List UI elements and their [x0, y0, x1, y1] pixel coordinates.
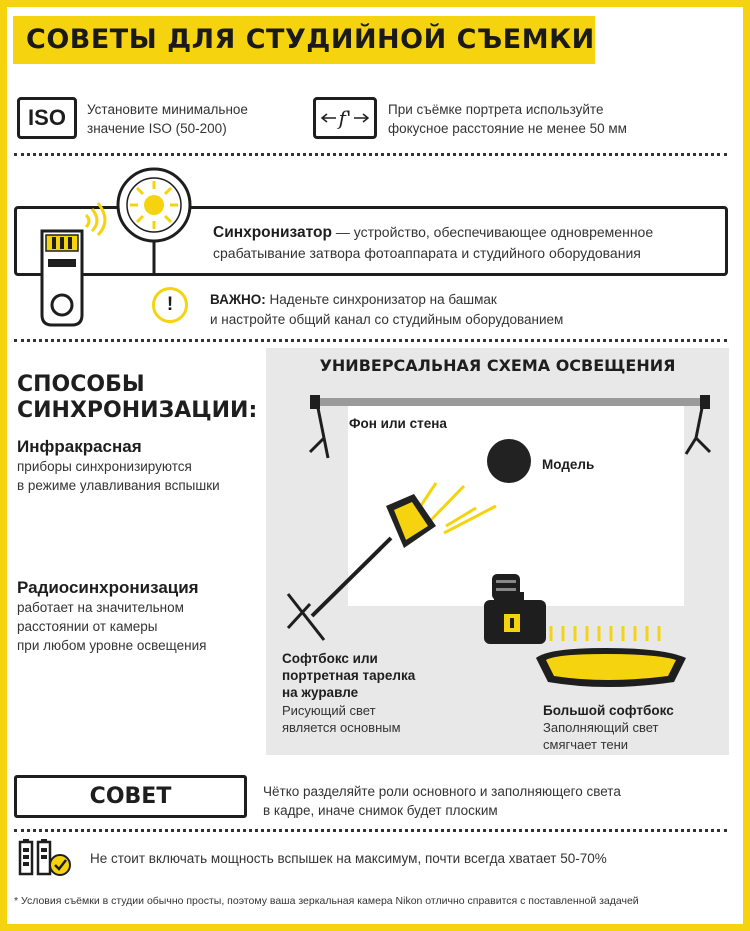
battery-icon	[16, 838, 74, 878]
tip-label: СОВЕТ	[89, 784, 172, 809]
radio-line3: при любом уровне освещения	[17, 638, 207, 653]
radio-description	[17, 598, 206, 655]
ir-line2: в режиме улавливания вспышки	[17, 478, 220, 493]
model-label: Модель	[542, 457, 595, 472]
iso-icon	[17, 97, 77, 139]
ir-line1: приборы синхронизируются	[17, 459, 192, 474]
focal-length-icon	[313, 97, 377, 139]
big-softbox-label: Большой софтбокс	[543, 703, 674, 718]
page-title: СОВЕТЫ ДЛЯ СТУДИЙНОЙ СЪЕМКИ	[13, 16, 595, 64]
iso-tip-line2: значение ISO (50-200)	[87, 121, 227, 136]
focal-tip-line2: фокусное расстояние не менее 50 мм	[388, 121, 627, 136]
methods-heading-line2: СИНХРОНИЗАЦИИ:	[17, 398, 258, 423]
radio-line1: работает на значительном	[17, 600, 184, 615]
footnote: * Условия съёмки в студии обычно просты, поэтому ваша зеркальная камера Nikon отлично справится с поставленной задачей	[14, 895, 639, 907]
focal-icon-label: f'	[338, 106, 352, 130]
focal-tip-line1: При съёмке портрета используйте	[388, 102, 604, 117]
background-label: Фон или стена	[349, 416, 447, 431]
iso-tip	[87, 100, 248, 138]
softbox-desc-line1: Рисующий свет	[282, 703, 376, 718]
iso-icon-label: ISO	[28, 105, 66, 130]
important-line1: Наденьте синхронизатор на башмак	[265, 292, 497, 307]
scheme-title: УНИВЕРСАЛЬНАЯ СХЕМА ОСВЕЩЕНИЯ	[319, 356, 676, 375]
tip-line1: Чётко разделяйте роли основного и заполняющего света	[263, 784, 621, 799]
tip-text	[263, 782, 621, 820]
important-line2: и настройте общий канал со студийным оборудованием	[210, 312, 564, 327]
divider	[14, 153, 727, 156]
sync-line1: — устройство, обеспечивающее одновременное	[331, 224, 654, 240]
radio-title: Радиосинхронизация	[17, 578, 199, 597]
sync-term: Синхронизатор	[213, 224, 332, 241]
softbox-label	[282, 650, 415, 701]
softbox-label-line3: на журавле	[282, 685, 359, 700]
big-softbox-desc-line2: смягчает тени	[543, 737, 629, 752]
divider	[14, 829, 727, 832]
ir-title: Инфракрасная	[17, 437, 142, 456]
focal-tip	[388, 100, 627, 138]
softbox-desc	[282, 702, 401, 736]
warning-icon: !	[152, 287, 188, 323]
important-note	[210, 290, 563, 330]
radio-line2: расстоянии от камеры	[17, 619, 158, 634]
ir-description	[17, 457, 220, 495]
big-softbox-desc-line1: Заполняющий свет	[543, 720, 659, 735]
softbox-desc-line2: является основным	[282, 720, 401, 735]
softbox-label-line2: портретная тарелка	[282, 668, 416, 683]
iso-tip-line1: Установите минимальное	[87, 102, 248, 117]
divider	[14, 339, 727, 342]
sync-device-icon	[22, 165, 222, 330]
tip-label-box	[14, 775, 247, 818]
methods-heading-line1: СПОСОБЫ	[17, 372, 145, 397]
tip-line2: в кадре, иначе снимок будет плоским	[263, 803, 498, 818]
big-softbox-desc	[543, 719, 658, 753]
sync-description	[213, 222, 653, 263]
methods-heading	[17, 372, 257, 424]
battery-tip: Не стоит включать мощность вспышек на максимум, почти всегда хватает 50-70%	[90, 851, 607, 866]
sync-line2: срабатывание затвора фотоаппарата и студийного оборудования	[213, 245, 641, 261]
important-label: ВАЖНО:	[210, 292, 266, 307]
softbox-label-line1: Софтбокс или	[282, 651, 378, 666]
